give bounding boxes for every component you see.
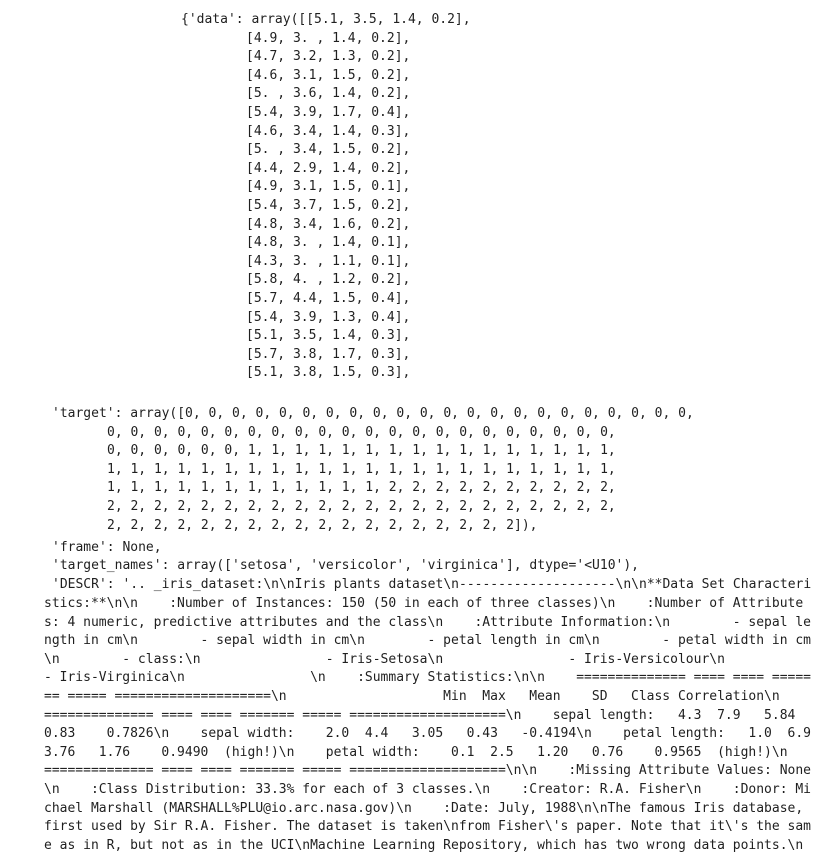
data-row-line: {'data': array([[5.1, 3.5, 1.4, 0.2], — [181, 12, 471, 27]
data-row-line: [4.6, 3.1, 1.5, 0.2], — [246, 67, 411, 83]
descr-text-line: 3.76 1.76 0.9490 (high!)\n petal width: 0.1 2.5 1.20 0.76 0.9565 (high!)\n — [44, 744, 788, 760]
descr-text-line: first used by Sir R.A. Fisher. The dataset is taken\nfrom Fisher\'s paper. Note that it\'s the sam — [44, 819, 812, 835]
data-row-line: [4.8, 3.4, 1.6, 0.2], — [246, 216, 411, 232]
data-row-line: [5. , 3.6, 1.4, 0.2], — [246, 86, 411, 102]
data-row-line: [4.8, 3. , 1.4, 0.1], — [246, 235, 411, 251]
target-row-line: 2, 2, 2, 2, 2, 2, 2, 2, 2, 2, 2, 2, 2, 2, 2, 2, 2, 2, 2, 2, 2, 2, — [107, 499, 616, 514]
data-row-line: [5.8, 4. , 1.2, 0.2], — [246, 272, 411, 288]
data-row-line: [4.6, 3.4, 1.4, 0.3], — [246, 123, 411, 139]
data-row-line: [5.4, 3.7, 1.5, 0.2], — [246, 198, 411, 213]
data-row-line: [4.9, 3.1, 1.5, 0.1], — [246, 179, 411, 195]
data-row-line: [4.4, 2.9, 1.4, 0.2], — [246, 160, 411, 176]
data-row-line: [4.7, 3.2, 1.3, 0.2], — [246, 49, 411, 65]
data-row-line: [5.7, 3.8, 1.7, 0.3], — [246, 346, 411, 362]
data-row-line: [5.1, 3.8, 1.5, 0.3], — [246, 365, 411, 381]
target-row-line: 1, 1, 1, 1, 1, 1, 1, 1, 1, 1, 1, 1, 2, 2, 2, 2, 2, 2, 2, 2, 2, 2, — [107, 480, 616, 496]
descr-text-line: 0.83 0.7826\n sepal width: 2.0 4.4 3.05 0.43 -0.4194\n petal length: 1.0 6.9 — [44, 726, 812, 742]
descr-text-line: ============== ==== ==== ======= ===== ====================\n\n :Missing Attribute Values: None — [44, 763, 812, 779]
target-row-line: 0, 0, 0, 0, 0, 0, 0, 0, 0, 0, 0, 0, 0, 0, 0, 0, 0, 0, 0, 0, 0, 0, — [107, 424, 616, 440]
target-row-line: 'target': array([0, 0, 0, 0, 0, 0, 0, 0, 0, 0, 0, 0, 0, 0, 0, 0, 0, 0, 0, 0, 0, 0, — [52, 406, 694, 421]
descr-text-line: - Iris-Virginica\n \n :Summary Statistics:\n\n ============== ==== ==== ===== — [44, 670, 812, 686]
descr-text-line: ============== ==== ==== ======= ===== ====================\n sepal length: 4.3 7.9 5.84 — [44, 707, 796, 723]
descr-text-line: e as in R, but not as in the UCI\nMachine Learning Repository, which has two wrong data points.\n — [44, 837, 804, 853]
descr-text-line: \n :Class Distribution: 33.3% for each of 3 classes.\n :Creator: R.A. Fisher\n :Donor: Mi — [44, 782, 812, 797]
data-row-line: [5.7, 4.4, 1.5, 0.4], — [246, 291, 411, 306]
descr-text-line: \n - class:\n - Iris-Setosa\n - Iris-Versicolour\n — [44, 651, 725, 667]
target-row-line: 2, 2, 2, 2, 2, 2, 2, 2, 2, 2, 2, 2, 2, 2, 2, 2, 2, 2]), — [107, 517, 538, 533]
data-row-line: [4.3, 3. , 1.1, 0.1], — [246, 253, 411, 269]
descr-text-line: chael Marshall (MARSHALL%PLU@io.arc.nasa.gov)\n :Date: July, 1988\n\nThe famous Iris database, — [44, 800, 804, 816]
descr-text-line: s: 4 numeric, predictive attributes and the class\n :Attribute Information:\n - sepal le — [44, 614, 812, 630]
target-row-line: 1, 1, 1, 1, 1, 1, 1, 1, 1, 1, 1, 1, 1, 1, 1, 1, 1, 1, 1, 1, 1, 1, — [107, 461, 616, 477]
target-names-line: 'target_names': array(['setosa', 'versicolor', 'virginica'], dtype='<U10'), — [52, 558, 639, 573]
descr-first-line: 'DESCR': '.. _iris_dataset:\n\nIris plants dataset\n--------------------\n\n**Data Set Characteri — [52, 577, 812, 592]
data-row-line: [5.4, 3.9, 1.3, 0.4], — [246, 309, 411, 325]
data-row-line: [5.4, 3.9, 1.7, 0.4], — [246, 105, 411, 120]
frame-line: 'frame': None, — [52, 540, 162, 555]
descr-text-line: ngth in cm\n - sepal width in cm\n - petal length in cm\n - petal width in cm — [44, 633, 812, 649]
data-row-line: [5.1, 3.5, 1.4, 0.3], — [246, 328, 411, 344]
target-row-line: 0, 0, 0, 0, 0, 0, 1, 1, 1, 1, 1, 1, 1, 1, 1, 1, 1, 1, 1, 1, 1, 1, — [107, 443, 616, 459]
descr-text-line: == ===== ====================\n Min Max Mean SD Class Correlation\n — [44, 689, 780, 704]
data-row-line: [4.9, 3. , 1.4, 0.2], — [246, 30, 411, 46]
descr-text-line: stics:**\n\n :Number of Instances: 150 (50 in each of three classes)\n :Number of Attribute — [44, 596, 804, 611]
data-row-line: [5. , 3.4, 1.5, 0.2], — [246, 142, 411, 158]
